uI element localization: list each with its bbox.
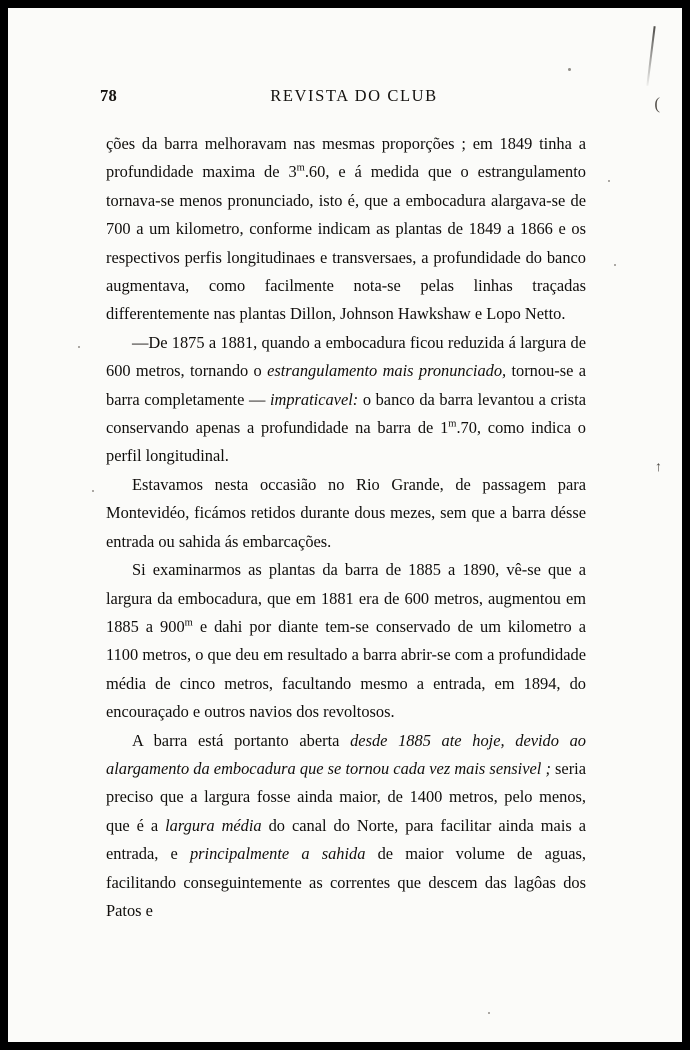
superscript-unit: m (448, 418, 457, 430)
italic-run: principalmente a sahida (189, 844, 366, 864)
scan-speckle (92, 490, 94, 492)
scan-speckle (568, 68, 571, 71)
superscript-unit: m (184, 617, 193, 629)
scan-speckle (78, 346, 80, 348)
text-run: do canal do Norte, para facilitar ainda mais a entrada, e (106, 815, 586, 864)
text-run: ções da barra melhoravam nas mesmas proporções ; em 1849 tinha a profundidade maxima de 3 (106, 134, 586, 182)
running-head: REVISTA DO CLUB (270, 86, 438, 105)
paragraph (106, 471, 586, 556)
italic-run: impraticavel: (269, 389, 359, 409)
margin-arrow-mark: ↑ (655, 460, 662, 475)
paragraph (106, 329, 586, 471)
text-run: o banco da barra levantou a crista conservando apenas a profundidade na barra de 1 (106, 389, 587, 438)
text-run: .70, como indica o perfil longitudinal. (106, 418, 586, 466)
paragraph (106, 727, 586, 926)
margin-paren-mark: ( (654, 94, 660, 113)
italic-run: estrangulamento mais pronunciado, (267, 361, 507, 381)
superscript-unit: m (296, 162, 305, 174)
text-run: tornou-se a barra completamente — (106, 361, 586, 409)
scan-tear-mark (646, 26, 655, 86)
italic-run: desde 1885 ate hoje, devido ao alargamento da embocadura que se tornou cada vez mais sensivel ; (106, 730, 587, 778)
text-run: —De 1875 a 1881, quando a embocadura ficou reduzida á largura de 600 metros, tornando o (106, 332, 586, 381)
text-run: .60, e á medida que o estrangulamento tornava-se menos pronunciado, isto é, que a embocadura alargava-se de 700 a um kilometro, conforme indicam as plantas de 1849 a 1866 e os respectivos perfis longitudinaes e transversaes, a profundidade do banco augmentava, como facilmente nota-se pelas linhas traçadas differentemente nas plantas Dillon, Johnson Hawkshaw e Lopo Netto. (106, 162, 586, 324)
page-content-area (8, 8, 682, 1042)
scan-speckle (614, 264, 616, 266)
paragraph (106, 130, 586, 329)
scan-speckle (488, 1012, 490, 1014)
scan-speckle (608, 180, 610, 182)
text-run: Estavamos nesta occasião no Rio Grande, de passagem para Montevidéo, ficámos retidos durante dous mezes, sem que a barra désse entrada ou sahida ás embarcações. (106, 474, 586, 551)
page-number: 78 (100, 86, 118, 105)
page-header (8, 86, 682, 108)
text-run: Si examinarmos as plantas da barra de 1885 a 1890, vê-se que a largura da embocadura, que em 1881 era de 600 metros, augmentou em 1885 a 900 (106, 560, 586, 636)
text-run: de maior volume de aguas, facilitando conseguintemente as correntes que descem das lagôas dos Patos e (106, 844, 587, 920)
paragraph (106, 556, 586, 726)
text-run: seria preciso que a largura fosse ainda maior, de 1400 metros, pelo menos, que é a (106, 758, 586, 835)
text-run: A barra está portanto aberta (132, 730, 351, 750)
body-text (106, 130, 586, 925)
page-paper (8, 8, 682, 1042)
italic-run: largura média (165, 815, 262, 835)
text-run: e dahi por diante tem-se conservado de um kilometro a 1100 metros, o que deu em resultado a barra abrir-se com a profundidade média de cinco metros, facultando mesmo a entrada, em 1894, do encouraçado e outros navios dos revoltosos. (106, 616, 586, 722)
